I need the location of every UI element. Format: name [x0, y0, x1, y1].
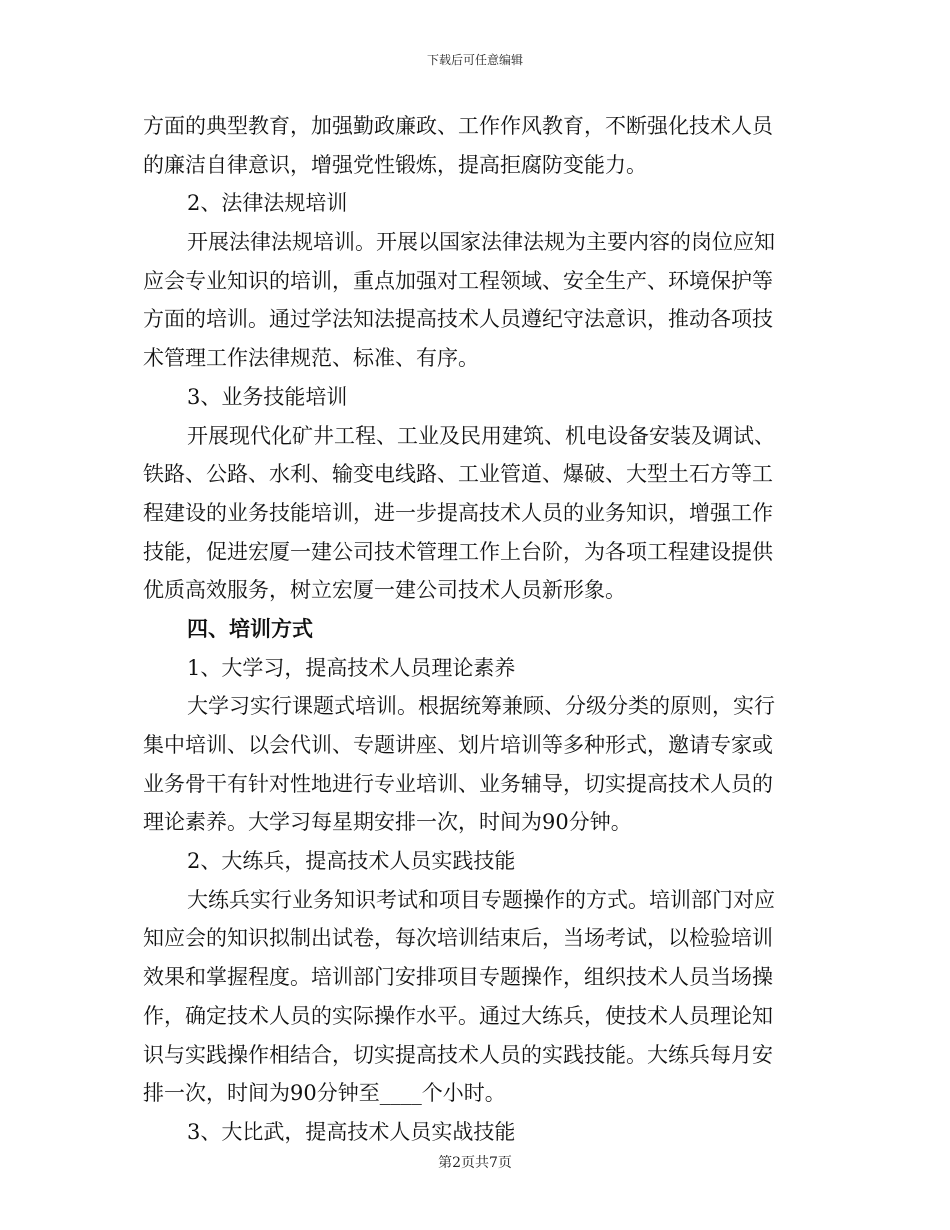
text-line: 集中培训、以会代训、专题讲座、划片培训等多种形式，邀请专家或: [143, 733, 773, 757]
text-line: 3、业务技能培训: [187, 384, 348, 409]
text-line: 理论素养。大学习每星期安排一次，时间为90分钟。: [143, 810, 632, 835]
text-line: 应会专业知识的培训，重点加强对工程领域、安全生产、环境保护等: [143, 268, 773, 293]
section-heading: 四、培训方式: [187, 615, 313, 641]
text-line: 业务骨干有针对性地进行专业培训、业务辅导，切实提高技术人员的: [143, 771, 773, 796]
text-line: 程建设的业务技能培训，进一步提高技术人员的业务知识，增强工作: [143, 500, 773, 525]
text-line: 优质高效服务，树立宏厦一建公司技术人员新形象。: [143, 578, 626, 603]
text-line: 3、大比武，提高技术人员实战技能: [187, 1119, 516, 1144]
document-body: [143, 107, 796, 1152]
page-footer: 第2页共7页: [438, 1155, 512, 1171]
text-line: 的廉洁自律意识，增强党性锻炼，提高拒腐防变能力。: [143, 152, 647, 177]
text-line: 2、法律法规培训: [187, 191, 348, 216]
text-line: 大学习实行课题式培训。根据统筹兼顾、分级分类的原则，实行: [187, 694, 775, 719]
text-line: 效果和掌握程度。培训部门安排项目专题操作，组织技术人员当场操: [143, 965, 773, 990]
text-line: 开展现代化矿井工程、工业及民用建筑、机电设备安装及调试、: [187, 423, 775, 448]
text-line: 方面的培训。通过学法知法提高技术人员遵纪守法意识，推动各项技: [143, 307, 773, 332]
text-line: 排一次，时间为90分钟至____个小时。: [143, 1081, 506, 1106]
text-line: 1、大学习，提高技术人员理论素养: [187, 655, 516, 680]
text-line: 技能，促进宏厦一建公司技术管理工作上台阶，为各项工程建设提供: [143, 539, 773, 564]
text-line: 识与实践操作相结合，切实提高技术人员的实践技能。大练兵每月安: [143, 1042, 773, 1067]
text-line: 术管理工作法律规范、标准、有序。: [143, 346, 479, 371]
text-line: 开展法律法规培训。开展以国家法律法规为主要内容的岗位应知: [187, 230, 775, 255]
text-line: 知应会的知识拟制出试卷，每次培训结束后，当场考试，以检验培训: [143, 926, 773, 951]
text-line: 2、大练兵，提高技术人员实践技能: [187, 849, 516, 874]
text-line: 方面的典型教育，加强勤政廉政、工作作风教育，不断强化技术人员: [143, 114, 773, 138]
text-line: 铁路、公路、水利、输变电线路、工业管道、爆破、大型土石方等工: [143, 462, 773, 487]
text-line: 作，确定技术人员的实际操作水平。通过大练兵，使技术人员理论知: [143, 1003, 773, 1028]
text-line: 大练兵实行业务知识考试和项目专题操作的方式。培训部门对应: [187, 887, 775, 912]
page-header: 下载后可任意编辑: [426, 53, 523, 67]
